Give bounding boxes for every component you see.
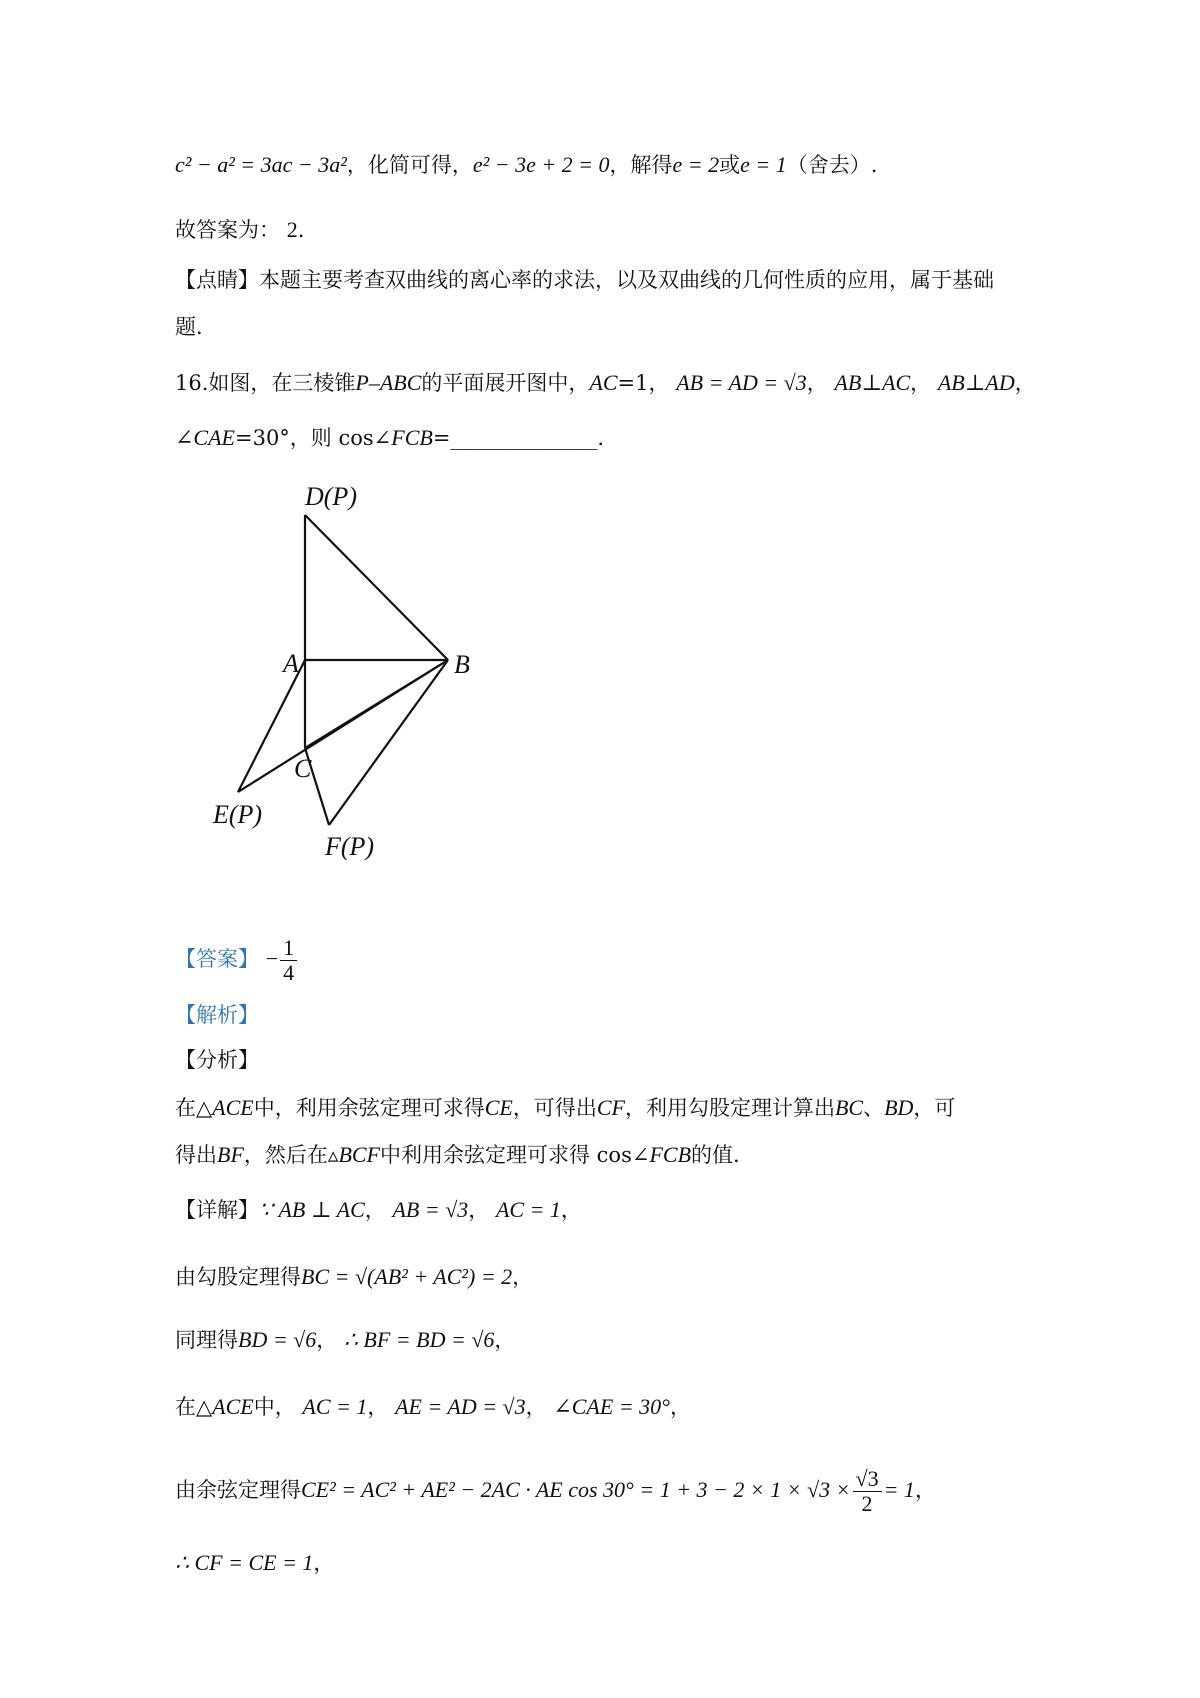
text: . — [297, 218, 305, 242]
text: =______________. — [432, 426, 605, 450]
equation-e-1: e = 1 — [740, 152, 787, 177]
label-D: D(P) — [305, 482, 357, 511]
detail-tag: 【详解】 — [175, 1198, 259, 1222]
equation-c2-a2: c² − a² = 3ac − 3a² — [175, 152, 347, 177]
text: ，然后在▵ — [243, 1143, 339, 1167]
answer-line — [175, 935, 299, 985]
math: ACE — [212, 1095, 254, 1120]
answer-fraction — [280, 936, 297, 985]
label-C: C — [294, 754, 312, 783]
equation-e-quadratic: e² − 3e + 2 = 0 — [472, 152, 610, 177]
label-E: E(P) — [213, 800, 263, 829]
math: ∠CAE = 30° — [553, 1394, 670, 1419]
fenxi-line-1 — [175, 1093, 955, 1123]
answer-tag: 【答案】 — [175, 947, 259, 971]
math: ∴ BF = BD = √6 — [343, 1327, 495, 1352]
text: ， — [669, 1395, 691, 1419]
text: 16.如图，在三棱锥 — [175, 371, 356, 395]
label-A: A — [283, 649, 299, 678]
line-4 — [175, 312, 203, 342]
answer-intro: 故答案为： — [175, 218, 280, 242]
math: CF — [596, 1095, 625, 1120]
text: 同理得 — [175, 1328, 238, 1352]
text: 题. — [175, 315, 203, 339]
label-F: F(P) — [325, 832, 375, 860]
answer-denominator: 4 — [283, 960, 295, 985]
math: BD — [884, 1095, 914, 1120]
equation-e-2: e = 2 — [672, 152, 720, 177]
text: 由余弦定理得 — [175, 1478, 301, 1502]
text: ，化简可得， — [346, 153, 473, 177]
line-1 — [175, 150, 877, 180]
edge-FB — [329, 660, 448, 825]
edge-DB — [305, 515, 448, 660]
question-16-line-1 — [175, 368, 1036, 398]
math: ∠CAE — [175, 425, 235, 450]
detail-line-2 — [175, 1262, 533, 1292]
detail-line-6 — [175, 1548, 334, 1578]
text: ， — [910, 371, 932, 395]
text: 中利用余弦定理可求得 cos∠ — [380, 1143, 650, 1167]
text: ， — [494, 1328, 516, 1352]
text: 的值. — [691, 1143, 740, 1167]
text: ， — [468, 1198, 490, 1222]
question-16-line-2 — [175, 423, 604, 453]
detail-line-5 — [175, 1462, 936, 1518]
fenxi-tag: 【分析】 — [175, 1048, 259, 1072]
geometry-figure — [205, 480, 505, 860]
math: AB = √3 — [392, 1197, 469, 1222]
math: CE — [484, 1095, 513, 1120]
text: ， — [1014, 371, 1036, 395]
text: 在△ — [175, 1395, 213, 1419]
answer-value: 2 — [286, 217, 298, 242]
math: P–ABC — [355, 370, 422, 395]
text: 由勾股定理得 — [175, 1265, 301, 1289]
answer-numerator: 1 — [280, 936, 297, 961]
text: ， — [525, 1395, 547, 1419]
sqrt3-over-2-fraction — [853, 1467, 882, 1516]
math: BF — [217, 1142, 244, 1167]
text: ， — [806, 371, 828, 395]
math: = 1 — [883, 1477, 915, 1502]
math: AE = AD = √3 — [395, 1394, 526, 1419]
text: 中，利用余弦定理可求得 — [253, 1096, 485, 1120]
text: =30°，则 cos∠ — [234, 426, 392, 450]
text: ， — [313, 1551, 335, 1575]
text: 的平面展开图中， — [421, 371, 590, 395]
text: 中， — [253, 1395, 296, 1419]
math: BC = √(AB² + AC²) = 2 — [301, 1264, 513, 1289]
dianjing-tag: 【点睛】 — [175, 268, 259, 292]
line-2 — [175, 215, 304, 245]
text: ， — [316, 1328, 338, 1352]
math: AC = 1 — [302, 1394, 368, 1419]
fraction-denominator: 2 — [861, 1491, 873, 1516]
edge-CB — [305, 660, 448, 748]
text: ， — [512, 1265, 534, 1289]
math: ∵ AB ⊥ AC — [259, 1197, 365, 1222]
math: AB = AD = √3 — [676, 370, 807, 395]
text: ， — [560, 1198, 582, 1222]
text: ， — [367, 1395, 389, 1419]
detail-line-3 — [175, 1325, 515, 1355]
math: CE² = AC² + AE² − 2AC · AE cos 30° = 1 + 3 − 2 × 1 × √3 × — [301, 1477, 851, 1502]
math: ∴ CF = CE = 1 — [175, 1550, 314, 1575]
math: AC — [589, 370, 618, 395]
detail-line-4 — [175, 1392, 691, 1422]
math: FCB — [391, 425, 433, 450]
text: ，可 — [913, 1096, 956, 1120]
text: （舍去）. — [786, 153, 878, 177]
math: FCB — [649, 1142, 692, 1167]
math: AC = 1 — [495, 1197, 561, 1222]
text: ，利用勾股定理计算出 — [624, 1096, 835, 1120]
line-3 — [175, 265, 994, 295]
math: AB⊥AD — [937, 370, 1015, 395]
detail-line-1 — [175, 1195, 582, 1225]
text: 在△ — [175, 1096, 213, 1120]
text: ，可得出 — [512, 1096, 597, 1120]
fenxi-line-2 — [175, 1140, 740, 1170]
analysis-tag: 【解析】 — [175, 1003, 259, 1027]
text: 、 — [863, 1096, 885, 1120]
text: ， — [914, 1478, 936, 1502]
math: BC — [834, 1095, 864, 1120]
text: ，解得 — [609, 153, 673, 177]
fraction-numerator: √3 — [853, 1467, 882, 1492]
answer-sign: − — [265, 946, 279, 971]
math: BCF — [338, 1142, 380, 1167]
text: 得出 — [175, 1143, 217, 1167]
text: 或 — [719, 153, 741, 177]
math: ACE — [212, 1394, 254, 1419]
math: BD = √6 — [238, 1327, 317, 1352]
text: =1， — [617, 371, 670, 395]
text: ， — [364, 1198, 386, 1222]
math: AB⊥AC — [834, 370, 911, 395]
label-B: B — [454, 650, 470, 679]
dianjing-text: 本题主要考查双曲线的离心率的求法，以及双曲线的几何性质的应用，属于基础 — [259, 268, 994, 292]
